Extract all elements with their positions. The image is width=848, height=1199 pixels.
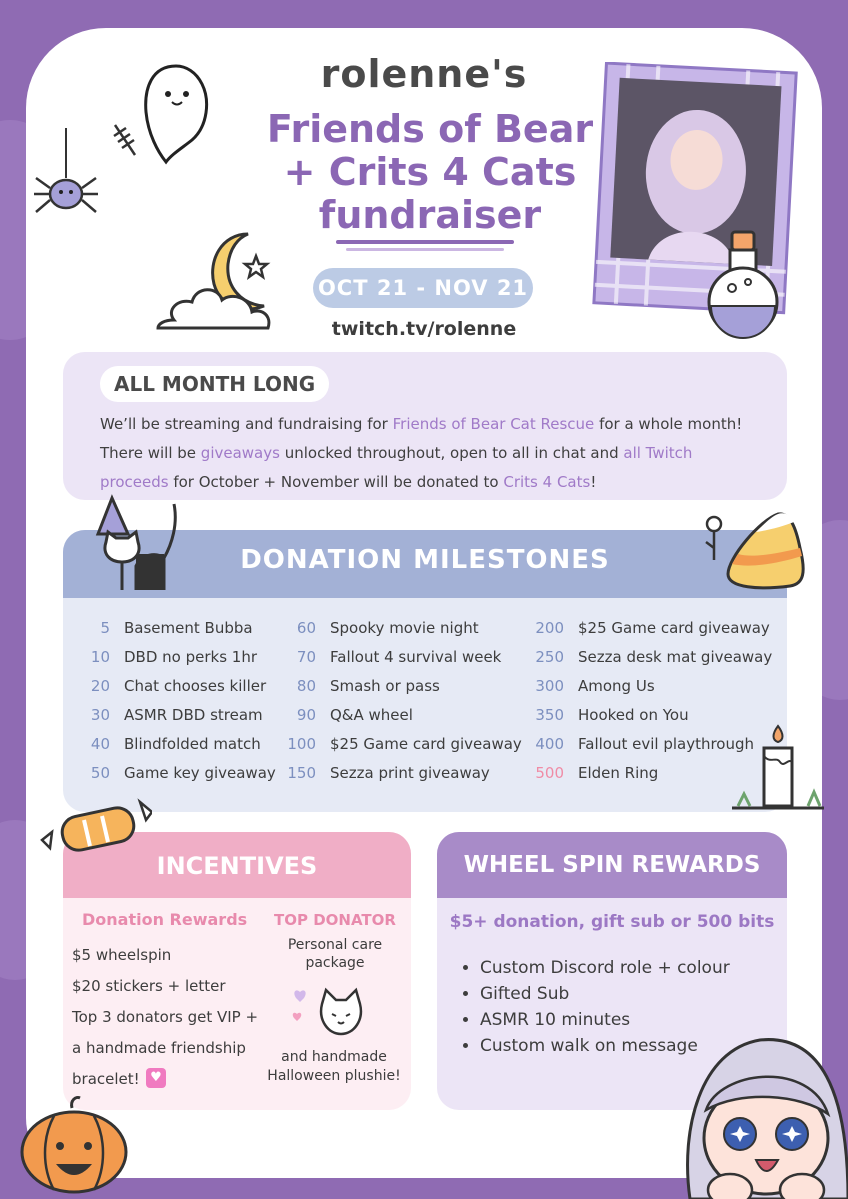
all-month-heading: ALL MONTH LONG — [100, 366, 329, 402]
milestone-amount: 20 — [90, 677, 110, 695]
milestone-label: Smash or pass — [330, 677, 440, 695]
milestone-label: $25 Game card giveaway — [578, 619, 770, 637]
date-range-badge: OCT 21 - NOV 21 — [313, 268, 533, 308]
milestone-amount: 5 — [100, 619, 110, 637]
milestone-label: Hooked on You — [578, 706, 689, 724]
top-donator-line: package — [305, 955, 365, 971]
wheel-spin-subtitle: $5+ donation, gift sub or 500 bits — [449, 912, 775, 932]
moon-cloud-icon — [152, 226, 282, 336]
title-line: + Crits 4 Cats — [283, 150, 577, 194]
highlight-giveaways: giveaways — [200, 444, 280, 462]
milestone-amount: 350 — [535, 706, 564, 724]
milestone-amount: 150 — [287, 764, 316, 782]
donation-reward: a handmade friendship — [72, 1039, 246, 1057]
milestone-label: Chat chooses killer — [124, 677, 267, 695]
candy-corn-icon — [720, 508, 810, 598]
twitch-url[interactable]: twitch.tv/rolenne — [331, 318, 517, 340]
milestone-label: Fallout evil playthrough — [578, 735, 755, 753]
milestone-amount: 500 — [535, 764, 564, 782]
milestone-amount: 200 — [535, 619, 564, 637]
donation-rewards-heading: Donation Rewards — [82, 910, 248, 929]
ghost-icon — [136, 60, 216, 170]
title-underline — [336, 240, 514, 244]
milestone-label: Basement Bubba — [124, 619, 253, 637]
milestone-label: Elden Ring — [578, 764, 659, 782]
description-text: for a whole month! There will be — [100, 415, 743, 462]
milestone-label: ASMR DBD stream — [124, 706, 263, 724]
potion-bottle-icon — [694, 226, 784, 341]
chibi-avatar-illustration — [660, 1010, 848, 1199]
milestone-label: DBD no perks 1hr — [124, 648, 258, 666]
donation-reward: Top 3 donators get VIP + — [72, 1008, 259, 1026]
wheel-spin-reward-item: • ASMR 10 minutes — [480, 1007, 730, 1033]
witch-cat-icon — [82, 494, 182, 594]
description-text: for October + November will be donated to — [168, 473, 504, 491]
description-text: unlocked throughout, open to all in chat and — [279, 444, 624, 462]
milestone-amount: 80 — [296, 677, 316, 695]
milestone-amount: 90 — [296, 706, 316, 724]
milestone-amount: 60 — [296, 619, 316, 637]
wheel-spin-reward-item: • Custom walk on message — [480, 1033, 730, 1059]
milestone-label: Among Us — [578, 677, 655, 695]
wheel-spin-heading: WHEEL SPIN REWARDS — [463, 852, 761, 878]
milestone-label: Sezza desk mat giveaway — [578, 648, 773, 666]
milestone-amount: 30 — [90, 706, 110, 724]
incentives-heading: INCENTIVES — [156, 852, 318, 880]
donation-reward: $5 wheelspin — [72, 946, 172, 964]
heart-icon: ♥ — [146, 1068, 166, 1088]
top-donator-line: and handmade — [281, 1049, 387, 1065]
top-donator-prize — [270, 936, 400, 972]
description-text: ! — [590, 473, 597, 491]
milestone-amount: 400 — [535, 735, 564, 753]
milestone-amount: 250 — [535, 648, 564, 666]
highlight-twitch-proceeds: all Twitch proceeds — [100, 444, 693, 491]
milestone-label: Game key giveaway — [124, 764, 276, 782]
milestone-amount: 70 — [296, 648, 316, 666]
cat-face-icon — [286, 984, 376, 1040]
title-underline — [346, 248, 504, 251]
milestones-heading: DONATION MILESTONES — [240, 545, 610, 575]
top-donator-heading: TOP DONATOR — [274, 911, 396, 929]
leaf-sprig-icon — [110, 120, 140, 160]
wheel-spin-reward-item: • Gifted Sub — [480, 981, 730, 1007]
milestone-amount: 10 — [90, 648, 110, 666]
milestone-amount: 100 — [287, 735, 316, 753]
highlight-friends-of-bear: Friends of Bear Cat Rescue — [392, 415, 595, 433]
all-month-description — [100, 410, 750, 497]
milestone-label: Blindfolded match — [124, 735, 261, 753]
wrapped-candy-icon — [40, 792, 152, 862]
top-donator-line: Personal care — [287, 937, 383, 953]
spider-icon — [30, 128, 100, 228]
milestone-label: Fallout 4 survival week — [330, 648, 502, 666]
candle-icon — [728, 722, 828, 817]
donation-reward: bracelet! — [72, 1070, 140, 1088]
title-line: fundraiser — [318, 193, 542, 237]
milestone-label: Sezza print giveaway — [330, 764, 490, 782]
milestone-amount: 50 — [90, 764, 110, 782]
donation-reward: $20 stickers + letter — [72, 977, 226, 995]
top-donator-line: Halloween plushie! — [267, 1068, 401, 1084]
pumpkin-icon — [14, 1094, 134, 1194]
wheel-spin-reward-item: • Custom Discord role + colour — [480, 955, 730, 981]
milestone-amount: 40 — [90, 735, 110, 753]
streamer-handle: rolenne's — [320, 52, 528, 96]
title-line: Friends of Bear — [266, 107, 594, 151]
milestone-label: Q&A wheel — [330, 706, 413, 724]
highlight-crits-4-cats: Crits 4 Cats — [503, 473, 591, 491]
flower-icon — [700, 512, 728, 562]
milestone-amount: 300 — [535, 677, 564, 695]
description-text: We’ll be streaming and fundraising for — [100, 415, 393, 433]
top-donator-bonus — [256, 1048, 412, 1086]
milestone-label: Spooky movie night — [330, 619, 479, 637]
milestone-label: $25 Game card giveaway — [330, 735, 522, 753]
